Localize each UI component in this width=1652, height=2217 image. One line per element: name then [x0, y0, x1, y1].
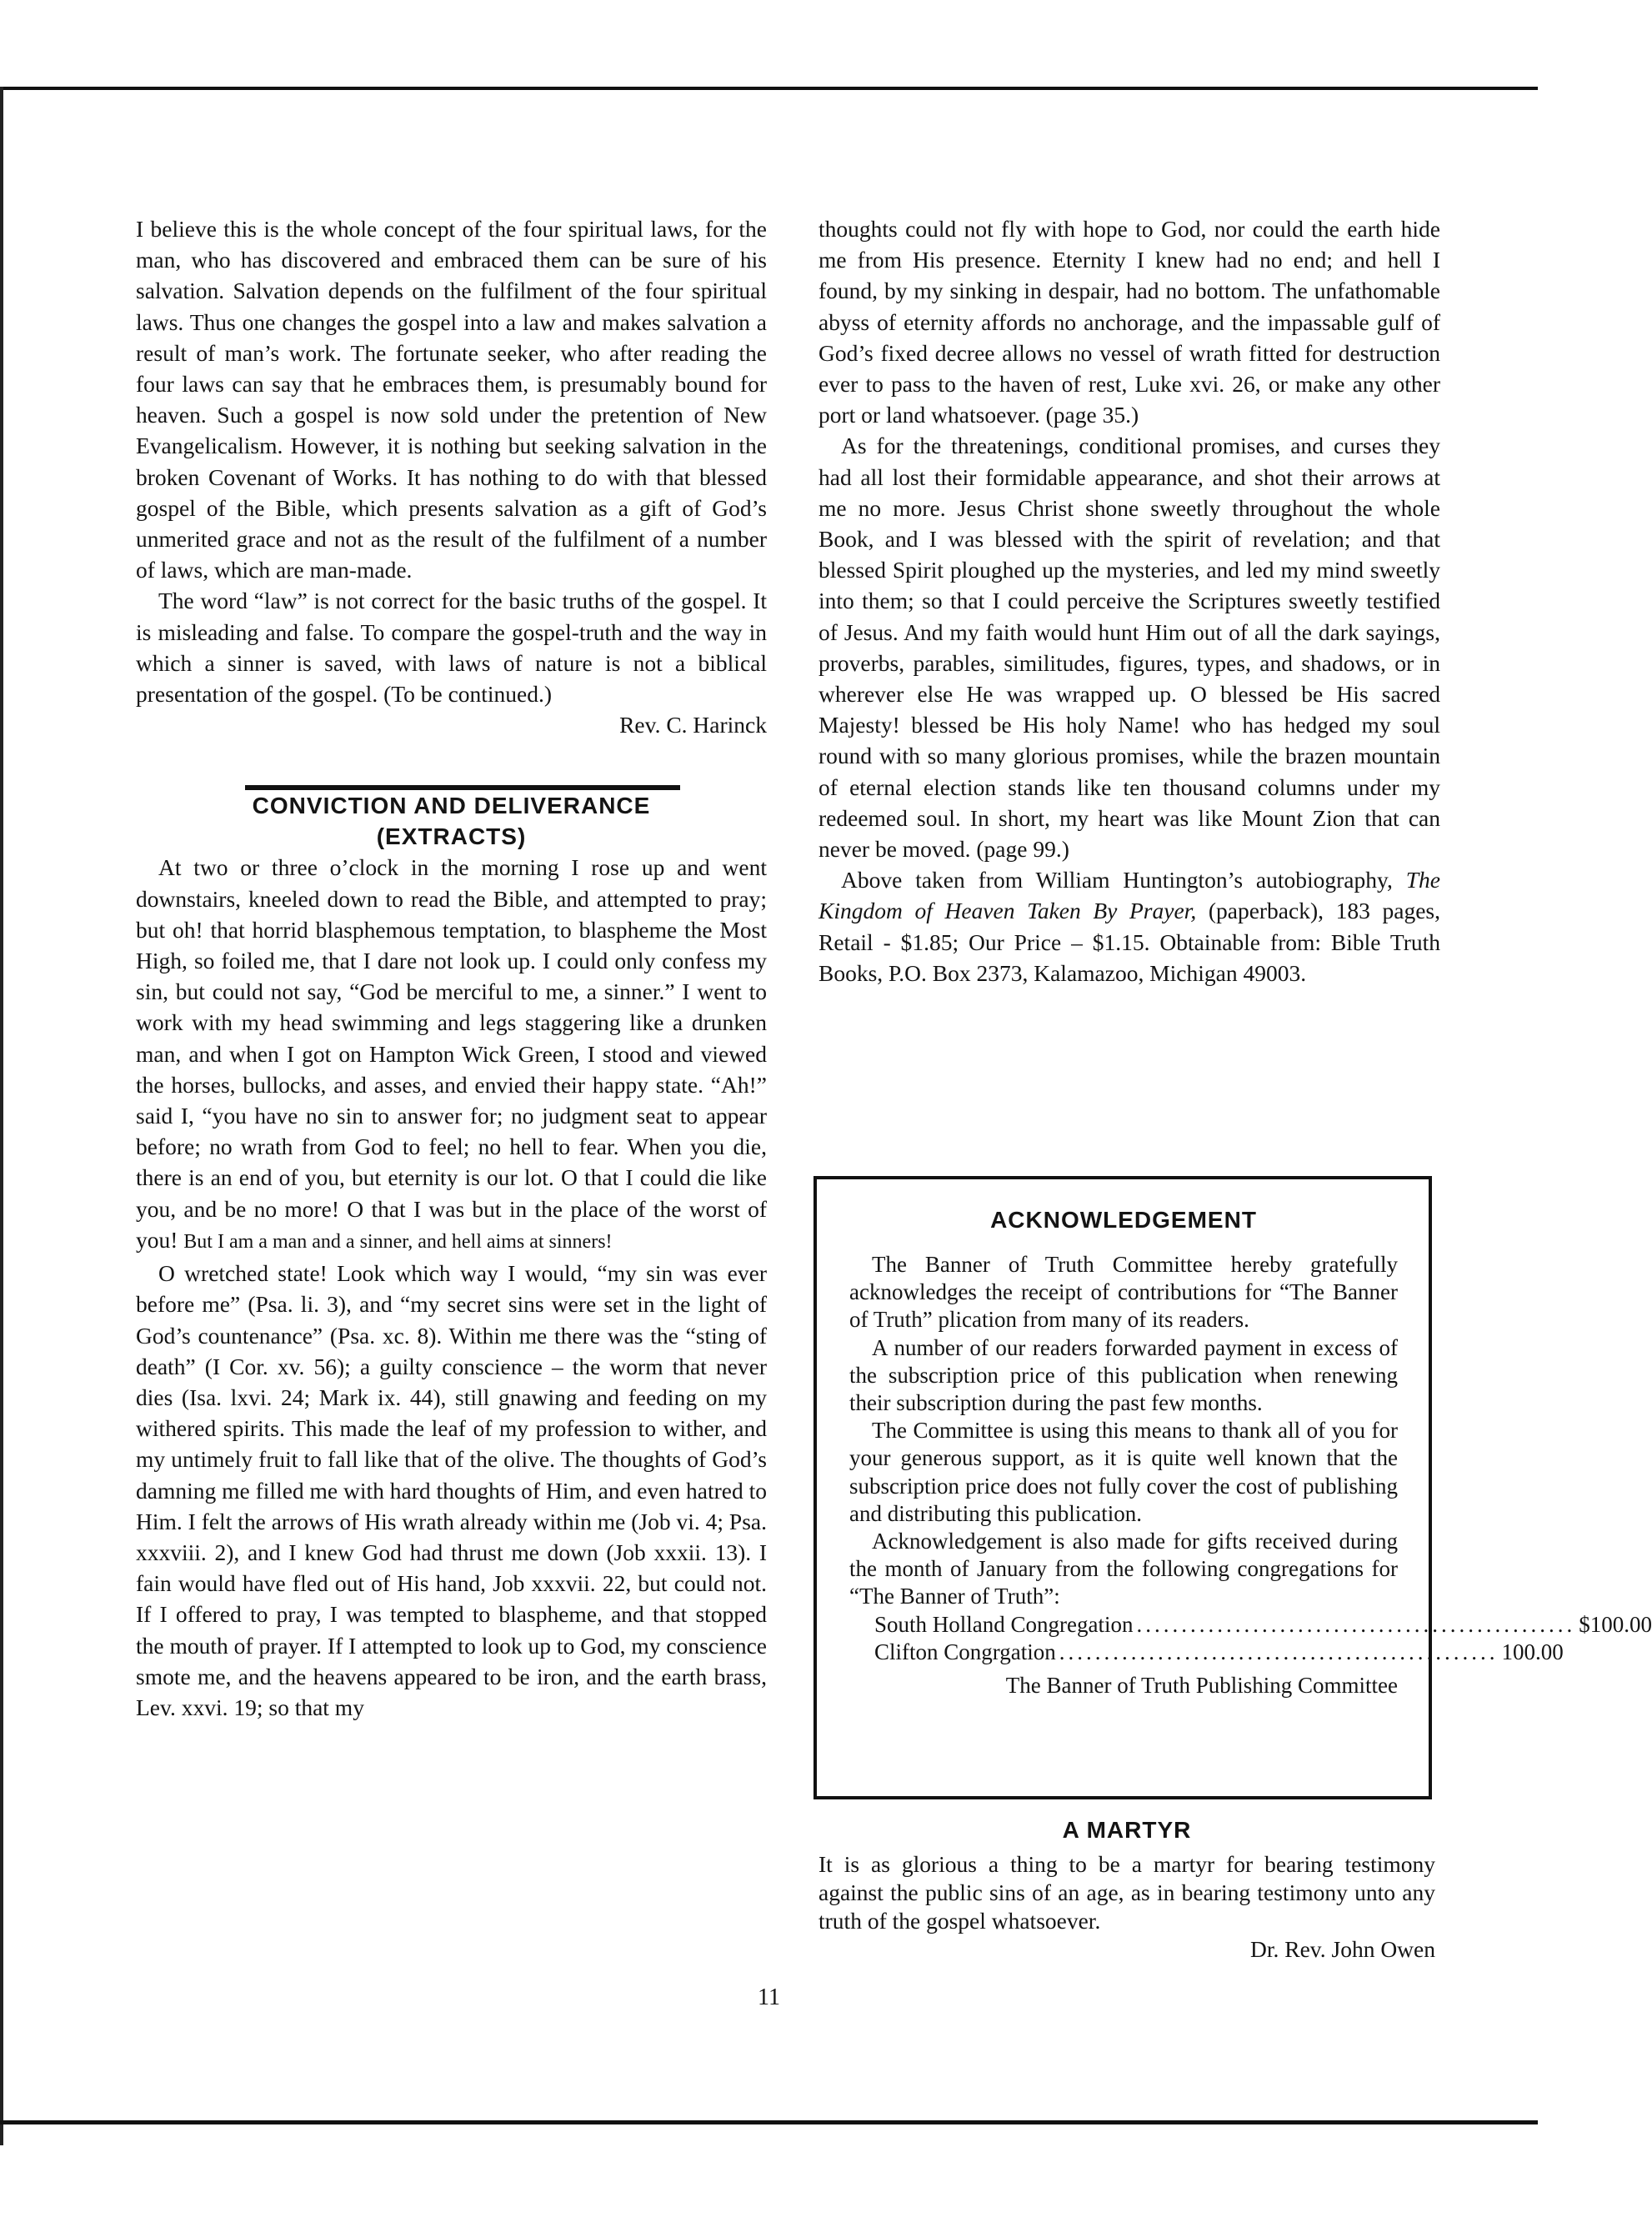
- acknowledgement-signature: The Banner of Truth Publishing Committee: [1005, 1673, 1398, 1699]
- dot-leader: .................................................: [1059, 1639, 1499, 1664]
- martyr-signature: Dr. Rev. John Owen: [1249, 1936, 1435, 1962]
- acknowledgement-paragraph-4: Acknowledgement is also made for gifts received during the month of January from the following congregations for “The Banner of Truth”:: [849, 1529, 1398, 1609]
- continued-paragraph-1: thoughts could not fly with hope to God, nor could the earth hide me from His presence. Eternity I knew had no end; and hell I found, by my sinking in despair, had no bottom. The unfathomable abyss of eternity affords no anchorage, and the impassable gulf of God’s fixed decree allows no vessel of wrath fitted for destruction ever to pass to the haven of rest, Luke xvi. 26, or make any other port or land whatsoever. (page 35.): [818, 216, 1440, 428]
- acknowledgement-paragraph-1: The Banner of Truth Committee hereby gratefully acknowledges the receipt of contributions for “The Banner of Truth” plication from many of its readers.: [849, 1252, 1398, 1333]
- martyr-heading: A MARTYR: [1062, 1817, 1192, 1843]
- right-column: [818, 213, 1440, 988]
- conviction-heading-line2: (EXTRACTS): [376, 823, 527, 850]
- gift-name: South Holland Congregation: [874, 1611, 1134, 1637]
- acknowledgement-paragraph-2: A number of our readers forwarded payment in excess of the subscription price of this publication when renewing their subscription during the past few months.: [849, 1334, 1398, 1416]
- intro-paragraph-1: I believe this is the whole concept of the four spiritual laws, for the man, who has discovered and embraced them can be sure of his salvation. Salvation depends on the fulfilment of the four spiritual laws. Thus one changes the gospel into a law and makes salvation a result of man’s work. The fortunate seeker, who after reading the four laws can say that he embraces them, is presumably bound for heaven. Such a gospel is now sold under the pretention of New Evangelicalism. However, it is nothing but seeking salvation in the broken Covenant of Works. It has nothing to do with that blessed gospel of the Bible, which presents salvation as a gift of God’s unmerited grace and not as the result of the fulfilment of a number of laws, which are man-made.: [136, 216, 767, 583]
- conviction-paragraph-1: [136, 852, 767, 1258]
- intro-signature: Rev. C. Harinck: [619, 712, 767, 738]
- source-details: (paperback), 183 pages, Retail - $1.85; Our Price – $1.15. Obtainable from: Bible Truth Books, P.O. Box 2373, Kalamazoo, Michigan 49003.: [818, 898, 1440, 986]
- page-edge-top: [0, 87, 1538, 90]
- left-column: [136, 213, 767, 1723]
- conviction-paragraph-2: O wretched state! Look which way I would, “my sin was ever before me” (Psa. li. 3), and “my secret sins were set in the light of God’s countenance” (Psa. xc. 8). Within me there was the “sting of death” (I Cor. xv. 56); a guilty conscience – the worm that never dies (Isa. lxvi. 24; Mark ix. 44), still gnawing and feeding on my withered spirits. This made the leaf of my profession to wither, and my untimely fruit to fall like that of the olive. The thoughts of God’s damning me filled me with hard thoughts of Him, and even hatred to Him. I felt the arrows of His wrath already within me (Job vi. 4; Psa. xxxviii. 2), and I knew God had thrust me down (Job xxxii. 13). I fain would have fled out of His hand, Job xxxvii. 22, but could not. If I offered to pray, I was tempted to blaspheme, and that stopped the mouth of prayer. If I attempted to look up to God, my conscience smote me, and the heavens appeared to be iron, and the earth brass, Lev. xxvi. 19; so that my: [136, 1260, 767, 1720]
- dot-leader: .................................................: [1136, 1611, 1576, 1637]
- continued-paragraph-2: As for the threatenings, conditional promises, and curses they had all lost their formidable appearance, and shot their arrows at me no more. Jesus Christ shone sweetly throughout the whole Book, and I was blessed with the spirit of revelation; and that blessed Spirit ploughed up the mysteries, and led my mind sweetly into them; so that I could perceive the Scriptures sweetly testified of Jesus. And my faith would hunt Him out of all the dark sayings, proverbs, parables, similitudes, figures, types, and shadows, or in wherever else He was wrapped up. O blessed be His sacred Majesty! blessed be His holy Name! who has hedged my soul round with so many glorious promises, while the brazen mountain of eternal election stands like ten thousand columns under my redeemed soul. In short, my heart was like Mount Zion that can never be moved. (page 99.): [818, 433, 1440, 863]
- martyr-section: [818, 1814, 1435, 1964]
- acknowledgement-box: [813, 1176, 1652, 1799]
- gift-row: [849, 1639, 1564, 1666]
- gift-name: Clifton Congrgation: [874, 1639, 1056, 1664]
- acknowledgement-paragraph-3: The Committee is using this means to thank all of you for your generous support, as it is quite well known that the subscription price does not fully cover the cost of publishing and distributing this publication.: [849, 1418, 1398, 1526]
- martyr-text: It is as glorious a thing to be a martyr for bearing testimony against the public sins of an age, as in bearing testimony unto any truth of the gospel whatsoever.: [818, 1851, 1435, 1934]
- acknowledgement-heading: ACKNOWLEDGEMENT: [990, 1207, 1257, 1233]
- conviction-paragraph-1-text: At two or three o’clock in the morning I rose up and went downstairs, kneeled down to read the Bible, and attempted to pray; but oh! that horrid blasphemous temptation, to blaspheme the Most High, so foiled me, that I dare not look up. I could only confess my sin, but could not say, “God be merciful to me, a sinner.” I went to work with my head swimming and legs staggering like a drunken man, and when I got on Hampton Wick Green, I stood and viewed the horses, bullocks, and asses, and envied their happy state. “Ah!” said I, “you have no sin to answer for; no judgment seat to appear before; no wrath from God to feel; no hell to fear. When you die, there is an end of you, but eternity is our lot. O that I could die like you, and be no more! O that I was but in the place of the worst of you!: [136, 854, 767, 1253]
- source-book-title: The Kingdom of Heaven Taken By Prayer,: [818, 867, 1440, 924]
- page-edge-left: [0, 87, 3, 2145]
- conviction-heading-line1: CONVICTION AND DELIVERANCE: [252, 793, 651, 819]
- gift-amount: $100.00: [1579, 1611, 1652, 1637]
- page-number: 11: [758, 1984, 780, 2010]
- page-edge-bottom: [0, 2120, 1538, 2124]
- intro-paragraph-2: The word “law” is not correct for the basic truths of the gospel. It is misleading and false. To compare the gospel-truth and the way in which a sinner is saved, with laws of nature is not a biblical presentation of the gospel. (To be continued.): [136, 588, 767, 708]
- source-intro: Above taken from William Huntington’s autobiography,: [841, 867, 1393, 893]
- conviction-paragraph-1-small-text: But I am a man and a sinner, and hell aims at sinners!: [183, 1230, 613, 1253]
- source-note: [818, 864, 1440, 988]
- conviction-heading: [136, 790, 767, 852]
- gift-row: [849, 1611, 1652, 1639]
- gift-amount: 100.00: [1501, 1639, 1564, 1664]
